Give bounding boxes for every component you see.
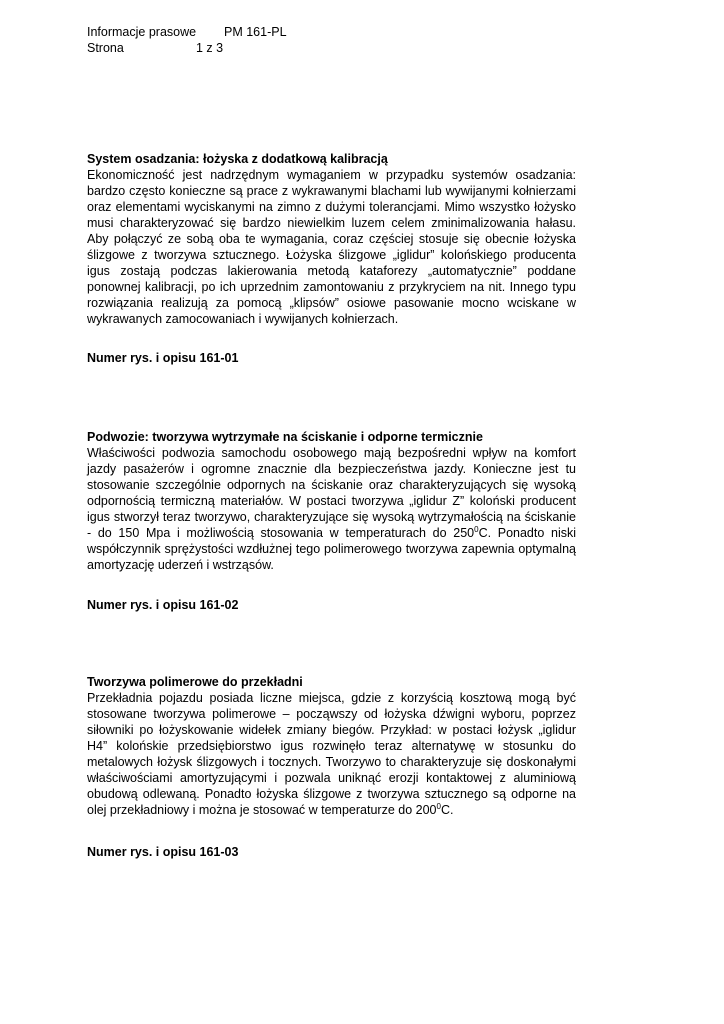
section-title: System osadzania: łożyska z dodatkową kalibracją: [87, 152, 388, 166]
figure-reference: Numer rys. i opisu 161-01: [87, 351, 239, 365]
header-row-press: [87, 24, 287, 40]
section-body-part: C. Ponadto niski współczynnik sprężystości wzdłużnej tego polimerowego tworzywa zapewnia optymalną amortyzację uderzeń i wstrząsów.: [87, 526, 576, 572]
header-page-number: 1 z 3: [196, 41, 224, 55]
header-document-code: PM 161-PL: [224, 25, 287, 39]
section-body: [87, 445, 576, 573]
section-title: Podwozie: tworzywa wytrzymałe na ściskanie i odporne termicznie: [87, 430, 483, 444]
document-header: [87, 24, 287, 56]
header-label-page: Strona: [87, 41, 124, 55]
header-row-page: [87, 40, 287, 56]
figure-reference: Numer rys. i opisu 161-02: [87, 598, 239, 612]
section-body-part: Przekładnia pojazdu posiada liczne miejsca, gdzie z korzyścią kosztową mogą być stosowane tworzywa polimerowe – począwszy od łożyska dźwigni wyboru, poprzez siłowniki po łożyskowanie widełek zmiany biegów. Przykład: w postaci łożysk „iglidur H4” kolońskie przedsiębiorstwo igus rozwinęło teraz alternatywę w stosunku do metalowych łożysk ślizgowych i tocznych. Tworzywo to charakteryzuje się doskonałymi właściwościami amortyzującymi i pozwala uniknąć erozji kontaktowej z aluminiową obudową odlewaną. Ponadto łożyska ślizgowe z tworzywa sztucznego są odporne na olej przekładniowy i można je stosować w temperaturze do 200: [87, 691, 576, 817]
header-label-press-info: Informacje prasowe: [87, 25, 197, 39]
superscript-degree: 0: [474, 525, 479, 534]
superscript-degree: 0: [436, 802, 441, 811]
section-body-part: C.: [440, 803, 454, 817]
section-mounting-systems: [87, 151, 576, 327]
section-body-part: Właściwości podwozia samochodu osobowego mają bezpośredni wpływ na komfort jazdy pasażerów i ogromne znacznie dla bezpieczeństwa jazdy. Konieczne jest tu stosowanie szczególnie odpornych na ściskanie oraz charakteryzujących się wysoką odpornością termiczną materiałów. W postaci tworzywa „iglidur Z” koloński producent igus stworzył teraz tworzywo, charakteryzujące się wysoką wytrzymałością na ściskanie - do 150 Mpa i możliwością stosowania w temperaturach do 250: [87, 446, 576, 540]
section-gearbox-polymers: [87, 674, 576, 818]
figure-reference: Numer rys. i opisu 161-03: [87, 845, 239, 859]
section-body: [87, 690, 576, 818]
section-title: Tworzywa polimerowe do przekładni: [87, 675, 303, 689]
section-body: Ekonomiczność jest nadrzędnym wymaganiem w przypadku systemów osadzania: bardzo często konieczne są prace z wykrawanymi blachami lub wywijanymi kołnierzami oraz elementami wyciskanymi na zimno z dużymi tolerancjami. Mimo wszystko łożysko musi charakteryzować się bardzo niewielkim luzem celem zminimalizowania hałasu. Aby połączyć ze sobą oba te wymagania, coraz częściej stosuje się obecnie łożyska ślizgowe z tworzywa sztucznego. Łożyska ślizgowe „iglidur” kolońskiego producenta igus zostają podczas lakierowania metodą kataforezy „automatycznie” poddane ponownej kalibracji, po ich uprzednim zamontowaniu z przykryciem na nit. Innego typu rozwiązania realizują za pomocą „klipsów” osiowe pasowanie mocno wciskane w wykrawanych zamocowaniach i wywijanych kołnierzach.: [87, 168, 576, 326]
section-chassis: [87, 429, 576, 573]
